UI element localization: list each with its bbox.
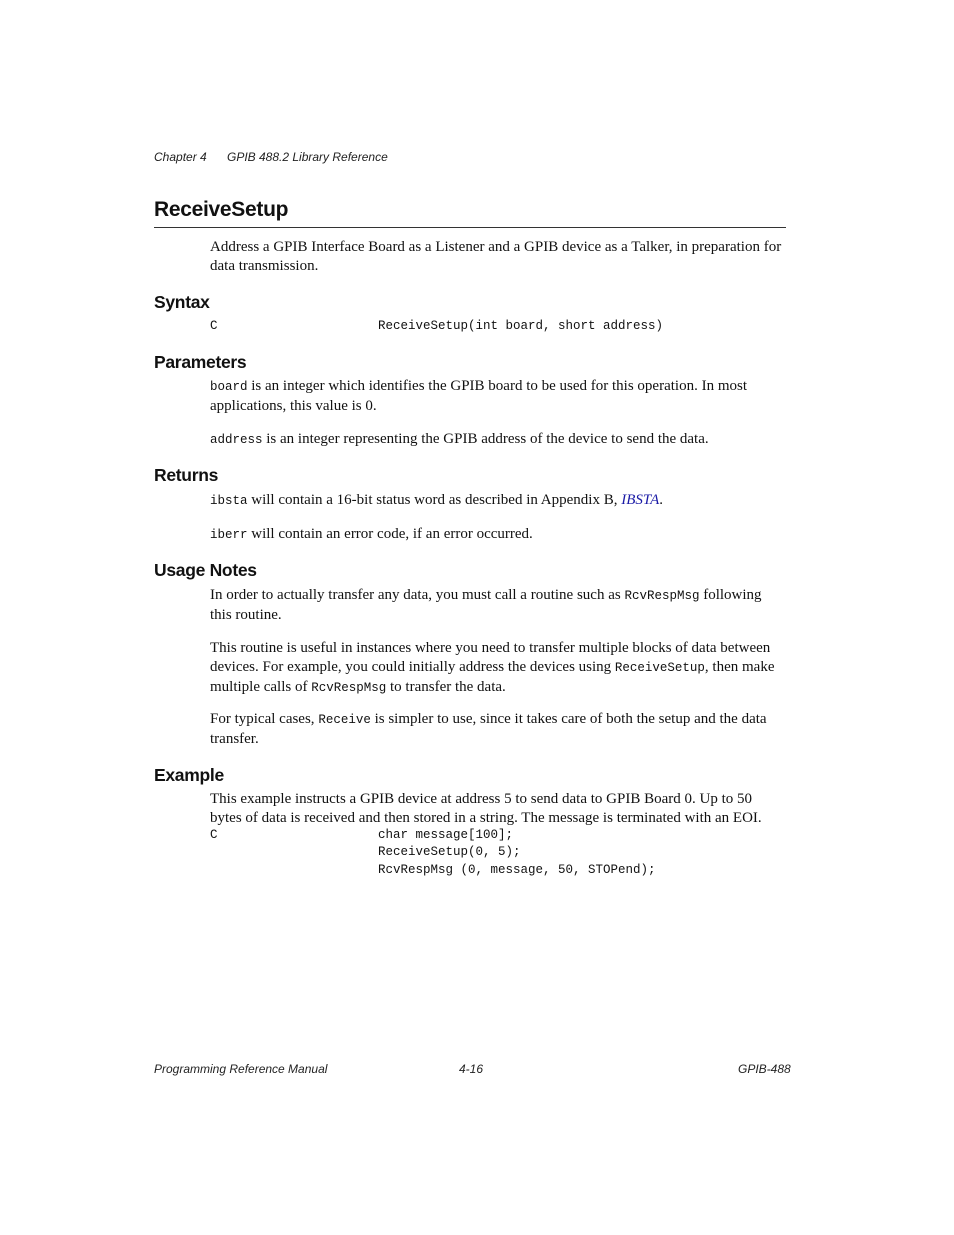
returns-iberr-paragraph xyxy=(210,525,786,545)
usage-2-text-a: This routine is useful in instances where you need to transfer multiple blocks of data between devices. For example, you could initially address the devices using xyxy=(210,640,771,675)
returns-ibsta-code: ibsta xyxy=(210,494,248,508)
usage-3-text-b: is simpler to use, since it takes care of both the setup and the data transfer. xyxy=(210,711,767,747)
example-code-line-3: RcvRespMsg (0, message, 50, STOPend); xyxy=(378,863,656,877)
usage-3-text-a: For typical cases, xyxy=(210,711,319,727)
footer-manual-title: Programming Reference Manual xyxy=(154,1062,328,1076)
param-board-paragraph xyxy=(210,377,786,416)
param-address-paragraph xyxy=(210,430,786,450)
returns-iberr-text: will contain an error code, if an error occurred. xyxy=(247,526,533,542)
usage-paragraph-1 xyxy=(210,586,786,625)
returns-ibsta-paragraph xyxy=(210,491,786,511)
usage-2-code-2: RcvRespMsg xyxy=(311,681,387,695)
usage-2-text-c: to transfer the data. xyxy=(386,679,506,695)
example-code-line-1: char message[100]; xyxy=(378,828,514,842)
usage-1-text-a: In order to actually transfer any data, you must call a routine such as xyxy=(210,587,625,603)
syntax-lang: C xyxy=(210,319,218,333)
ibsta-link[interactable]: IBSTA xyxy=(621,492,660,508)
running-header-chapter: Chapter 4 xyxy=(154,150,207,164)
param-address-code: address xyxy=(210,433,263,447)
usage-3-code: Receive xyxy=(318,713,371,727)
usage-paragraph-3 xyxy=(210,710,786,749)
example-heading: Example xyxy=(154,765,224,785)
page-title: ReceiveSetup xyxy=(154,198,289,221)
usage-notes-heading: Usage Notes xyxy=(154,560,257,580)
example-lang: C xyxy=(210,828,218,842)
syntax-signature: ReceiveSetup(int board, short address) xyxy=(378,319,664,333)
example-paragraph: This example instructs a GPIB device at address 5 to send data to GPIB Board 0. Up to 50 bytes of data is received and then stored in a string. The message is terminated with an EOI. xyxy=(210,791,762,826)
usage-1-code: RcvRespMsg xyxy=(624,589,700,603)
example-code-line-2: ReceiveSetup(0, 5); xyxy=(378,845,521,859)
footer-page-number: 4-16 xyxy=(459,1062,484,1076)
parameters-heading: Parameters xyxy=(154,352,247,372)
running-header-section: GPIB 488.2 Library Reference xyxy=(227,150,388,164)
returns-heading: Returns xyxy=(154,465,219,485)
param-address-text: is an integer representing the GPIB address of the device to send the data. xyxy=(262,431,709,447)
param-board-text: is an integer which identifies the GPIB board to be used for this operation. In most applications, this value is 0. xyxy=(210,378,747,414)
usage-2-code-1: ReceiveSetup xyxy=(614,661,705,675)
usage-2-text-b: , then make multiple calls of xyxy=(210,659,775,695)
title-rule xyxy=(154,227,786,228)
param-board-code: board xyxy=(210,380,248,394)
returns-ibsta-end: . xyxy=(659,492,664,508)
returns-ibsta-text: will contain a 16-bit status word as described in Appendix B, xyxy=(247,492,622,508)
footer-product: GPIB-488 xyxy=(738,1062,791,1076)
intro-paragraph: Address a GPIB Interface Board as a Listener and a GPIB device as a Talker, in preparation for data transmission. xyxy=(210,239,782,274)
returns-iberr-code: iberr xyxy=(210,528,248,542)
syntax-heading: Syntax xyxy=(154,292,210,312)
usage-1-text-b: following this routine. xyxy=(210,587,762,623)
usage-paragraph-2 xyxy=(210,639,786,698)
